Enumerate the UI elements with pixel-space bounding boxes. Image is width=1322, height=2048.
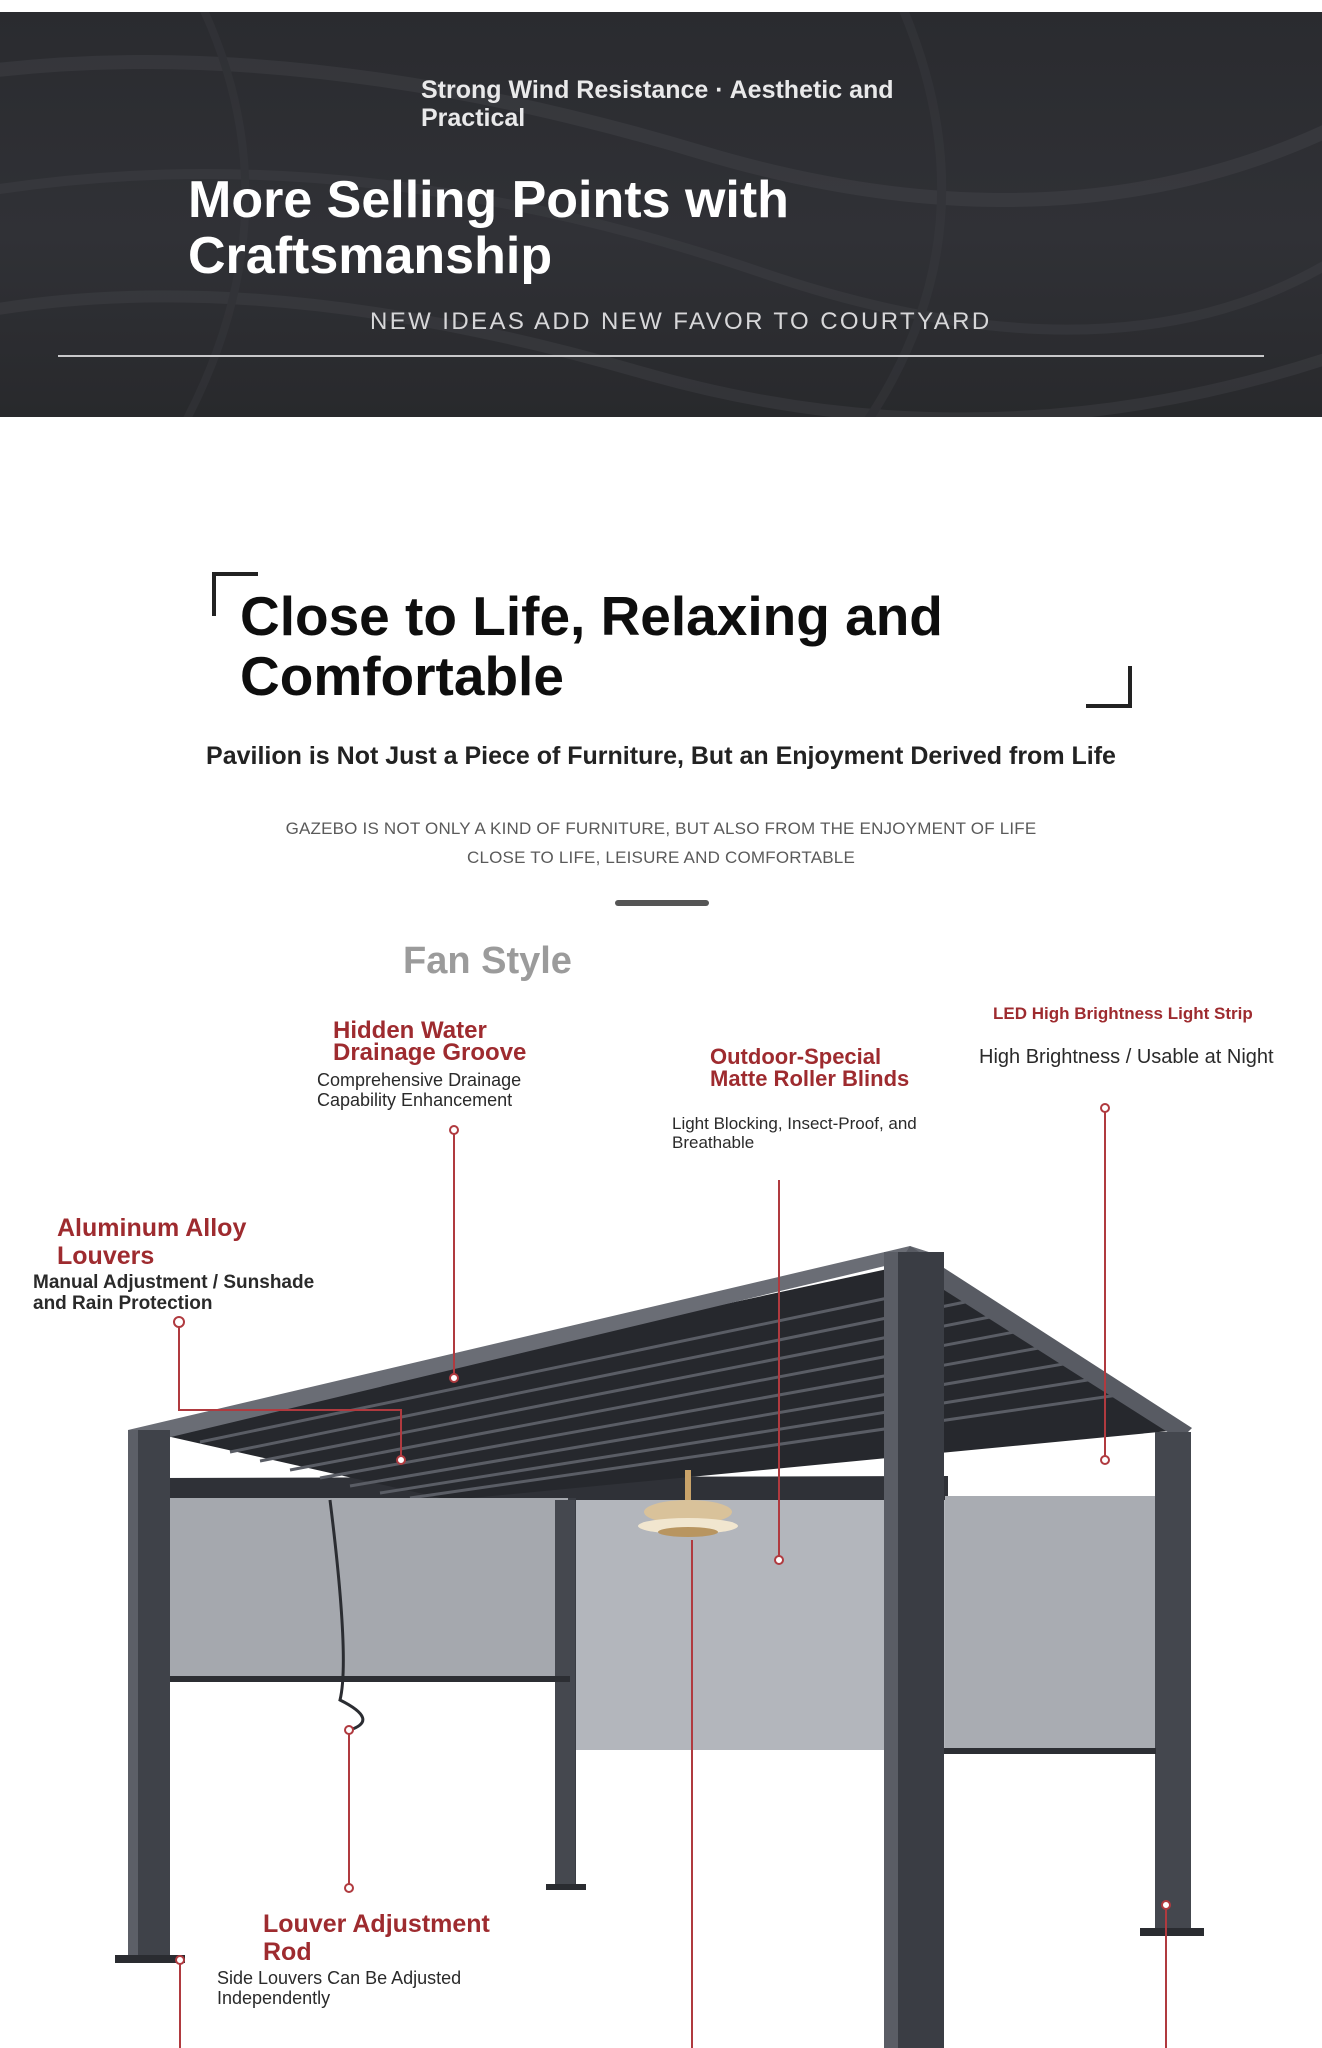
top-white-strip [0, 0, 1322, 12]
feature-rod-title: Louver Adjustment Rod [263, 1910, 490, 1966]
feature-led-title: LED High Brightness Light Strip [993, 1004, 1253, 1023]
pavilion-illustration [0, 1000, 1322, 2048]
banner-title: More Selling Points with Craftsmanship [188, 171, 789, 285]
feature-rod [217, 1910, 523, 2008]
section-subtitle: Pavilion is Not Just a Piece of Furniture, But an Enjoyment Derived from Life [206, 742, 1116, 770]
banner-kicker: Strong Wind Resistance · Aesthetic and Practical [421, 76, 894, 132]
corner-bracket-bottom-right [1086, 666, 1132, 708]
feature-rod-desc: Side Louvers Can Be Adjusted Independently [217, 1968, 462, 2008]
banner-divider [58, 355, 1264, 357]
feature-led-desc: High Brightness / Usable at Night [979, 1046, 1274, 1068]
hero-banner [0, 12, 1322, 417]
feature-louvers-title: Aluminum Alloy Louvers [57, 1214, 247, 1270]
feature-drainage-title: Hidden Water Drainage Groove [333, 1017, 527, 1066]
section-title: Close to Life, Relaxing and Comfortable [240, 585, 943, 707]
section-english-text [0, 814, 1322, 872]
feature-louvers [33, 1214, 315, 1314]
feature-drainage-desc: Comprehensive Drainage Capability Enhancement [317, 1070, 522, 1110]
feature-drainage [317, 1017, 573, 1110]
feature-blinds-desc: Light Blocking, Insect-Proof, and Breathable [672, 1114, 917, 1152]
feature-blinds-title: Outdoor-Special Matte Roller Blinds [710, 1044, 910, 1091]
english-line-1: GAZEBO IS NOT ONLY A KIND OF FURNITURE, BUT ALSO FROM THE ENJOYMENT OF LIFE [285, 819, 1037, 838]
feature-louvers-desc: Manual Adjustment / Sunshade and Rain Protection [33, 1272, 315, 1314]
feature-led [979, 1004, 1310, 1068]
feature-blinds [672, 1044, 917, 1152]
english-line-2: CLOSE TO LIFE, LEISURE AND COMFORTABLE [467, 848, 855, 867]
fan-style-label: Fan Style [403, 940, 572, 982]
section-divider-bar [615, 900, 709, 906]
banner-subtitle: NEW IDEAS ADD NEW FAVOR TO COURTYARD [370, 308, 992, 335]
